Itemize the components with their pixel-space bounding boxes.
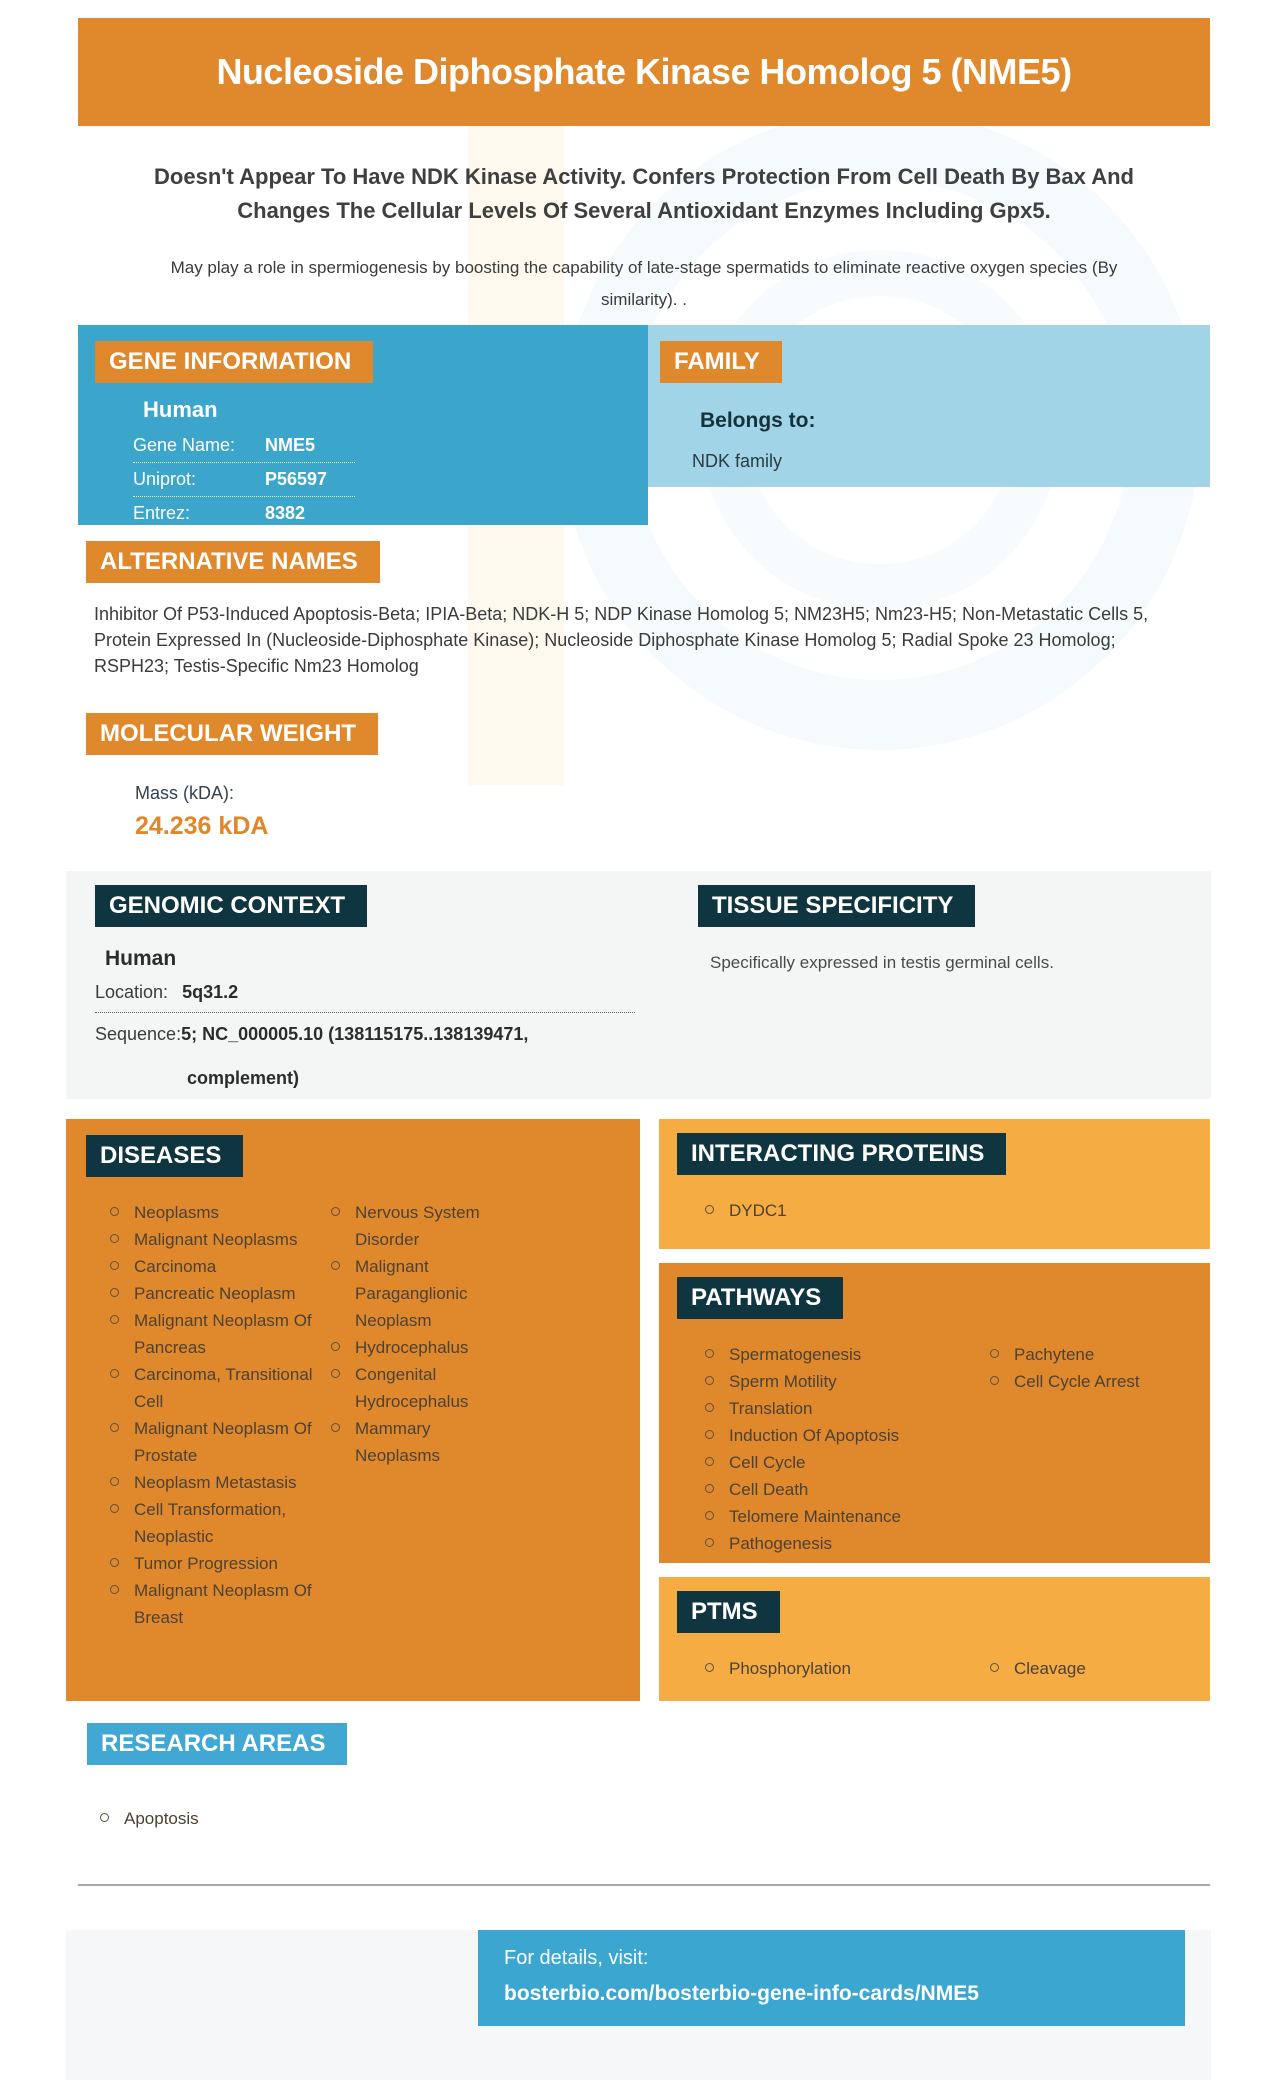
research-areas-heading: RESEARCH AREAS — [87, 1723, 347, 1765]
list-item — [110, 1577, 331, 1631]
alternative-names-section — [78, 541, 1210, 679]
list-item-label: Malignant Paraganglionic Neoplasm — [355, 1257, 468, 1331]
list-item — [705, 1395, 990, 1422]
table-row — [133, 462, 355, 496]
list-item-label: Malignant Neoplasm Of Pancreas — [134, 1311, 312, 1358]
bullet-icon — [110, 1585, 119, 1594]
bullet-icon — [331, 1369, 340, 1378]
mass-label: Mass (kDA): — [135, 783, 234, 804]
gene-name-label: Gene Name: — [133, 434, 236, 455]
gene-information-table — [133, 429, 355, 530]
sequence-value-continued: complement) — [187, 1068, 300, 1089]
bullet-icon — [705, 1663, 714, 1672]
bullet-icon — [705, 1403, 714, 1412]
bullet-icon — [705, 1484, 714, 1493]
interacting-proteins-list — [705, 1197, 1210, 1224]
list-item — [990, 1368, 1190, 1395]
list-item — [331, 1199, 517, 1253]
research-areas-list — [100, 1805, 1210, 1832]
list-item — [705, 1655, 990, 1682]
bullet-icon — [110, 1288, 119, 1297]
location-label: Location: — [95, 982, 169, 1003]
list-item-label: Pachytene — [1014, 1345, 1095, 1365]
list-item-label: Hydrocephalus — [355, 1338, 469, 1358]
sequence-row — [95, 1013, 635, 1054]
list-item-label: Cell Death — [729, 1480, 809, 1500]
pathways-column-2 — [990, 1341, 1190, 1557]
list-item — [110, 1361, 331, 1415]
gene-species-label: Human — [143, 396, 218, 422]
page-title: Nucleoside Diphosphate Kinase Homolog 5 (NME5) — [216, 51, 1072, 93]
list-item-label: Malignant Neoplasms — [134, 1230, 298, 1250]
list-item — [705, 1422, 990, 1449]
list-item — [705, 1503, 990, 1530]
bullet-icon — [110, 1423, 119, 1432]
footer-url-link[interactable]: bosterbio.com/bosterbio-gene-info-cards/NME5 — [504, 1982, 979, 2006]
footer-link-box — [478, 1930, 1185, 2026]
bullet-icon — [110, 1558, 119, 1567]
list-item — [110, 1253, 331, 1280]
title-banner — [78, 18, 1210, 126]
diseases-box — [66, 1119, 640, 1701]
list-item — [990, 1341, 1190, 1368]
mass-value: 24.236 kDA — [135, 812, 269, 841]
sequence-value: 5; NC_000005.10 (138115175..138139471, — [181, 1024, 529, 1045]
bullet-icon — [705, 1511, 714, 1520]
genomic-context-heading: GENOMIC CONTEXT — [95, 885, 367, 927]
bullet-icon — [705, 1205, 714, 1214]
summary-headline: Doesn't Appear To Have NDK Kinase Activity. Confers Protection From Cell Death By Bax And Changes The Cellular Levels Of Several Antioxidant Enzymes Including Gpx5. — [154, 164, 1134, 224]
molecular-weight-heading: MOLECULAR WEIGHT — [86, 713, 378, 755]
bullet-icon — [705, 1376, 714, 1385]
research-areas-section — [78, 1723, 1210, 1832]
list-item — [110, 1496, 331, 1550]
sequence-label: Sequence: — [95, 1024, 182, 1045]
pathways-box — [659, 1263, 1210, 1563]
genomic-tissue-section — [66, 871, 1211, 1099]
list-item-label: Carcinoma, Transitional Cell — [134, 1365, 313, 1412]
diseases-pathways-row — [66, 1119, 1222, 1701]
list-item — [331, 1253, 517, 1334]
alternative-names-text: Inhibitor Of P53-Induced Apoptosis-Beta; IPIA-Beta; NDK-H 5; NDP Kinase Homolog 5; NM23H5; Nm23-H5; Non-Metastatic Cells 5, Protein Expressed In (Nucleoside-Diphosphate Kinase); Nucleoside Diphosphate Kinase Homolog 5; Radial Spoke 23 Homolog; RSPH23; Testis-Specific Nm23 Homolog — [94, 603, 1149, 676]
list-item-label: Spermatogenesis — [729, 1345, 862, 1365]
list-item-label: Cleavage — [1014, 1659, 1086, 1679]
list-item — [705, 1449, 990, 1476]
bullet-icon — [110, 1369, 119, 1378]
gene-information-box — [78, 325, 648, 525]
bullet-icon — [990, 1349, 999, 1358]
diseases-column-1 — [110, 1199, 331, 1631]
bullet-icon — [331, 1207, 340, 1216]
list-item-label: Cell Transformation, Neoplastic — [134, 1500, 287, 1547]
ptms-heading: PTMS — [677, 1591, 780, 1633]
list-item — [110, 1415, 331, 1469]
footer-divider — [78, 1884, 1210, 1886]
family-heading: FAMILY — [660, 341, 782, 383]
list-item-label: Neoplasms — [134, 1203, 220, 1223]
list-item-label: Sperm Motility — [729, 1372, 837, 1392]
family-value: NDK family — [692, 450, 783, 471]
bullet-icon — [705, 1538, 714, 1547]
ptms-columns — [677, 1655, 1210, 1682]
summary-description: May play a role in spermiogenesis by boosting the capability of late-stage spermatids to eliminate reactive oxygen species (By similarity). . — [170, 258, 1118, 310]
bullet-icon — [110, 1234, 119, 1243]
bullet-icon — [100, 1813, 109, 1822]
entrez-value: 8382 — [265, 502, 306, 523]
location-value: 5q31.2 — [182, 982, 239, 1003]
list-item — [110, 1469, 331, 1496]
list-item-label: Nervous System Disorder — [355, 1203, 480, 1250]
list-item-label: Cell Cycle — [729, 1453, 806, 1473]
list-item-label: Telomere Maintenance — [729, 1507, 901, 1527]
bullet-icon — [331, 1342, 340, 1351]
list-item-label: Malignant Neoplasm Of Prostate — [134, 1419, 312, 1466]
list-item — [331, 1334, 517, 1361]
bullet-icon — [110, 1207, 119, 1216]
interacting-proteins-box — [659, 1119, 1210, 1249]
gene-information-heading: GENE INFORMATION — [95, 341, 373, 383]
location-row — [95, 971, 635, 1013]
list-item-label: Malignant Neoplasm Of Breast — [134, 1581, 312, 1628]
list-item — [705, 1197, 1210, 1224]
list-item-label: Neoplasm Metastasis — [134, 1473, 297, 1493]
list-item-label: Phosphorylation — [729, 1659, 851, 1679]
list-item-label: Apoptosis — [124, 1809, 199, 1829]
list-item — [110, 1280, 331, 1307]
list-item-label: Mammary Neoplasms — [355, 1419, 441, 1466]
tissue-specificity-box — [698, 885, 1054, 1099]
list-item — [705, 1530, 990, 1557]
ptms-column-1 — [705, 1655, 990, 1682]
uniprot-label: Uniprot: — [133, 468, 197, 489]
list-item — [705, 1341, 990, 1368]
bullet-icon — [110, 1504, 119, 1513]
ptms-box — [659, 1577, 1210, 1701]
pathways-columns — [677, 1341, 1210, 1557]
footer-label: For details, visit: — [504, 1947, 649, 1970]
family-box — [648, 325, 1210, 487]
molecular-weight-section — [78, 713, 1210, 841]
tissue-specificity-heading: TISSUE SPECIFICITY — [698, 885, 975, 927]
gene-name-value: NME5 — [265, 434, 316, 455]
uniprot-value: P56597 — [265, 468, 328, 489]
list-item-label: Carcinoma — [134, 1257, 217, 1277]
entrez-label: Entrez: — [133, 502, 191, 523]
list-item-label: Cell Cycle Arrest — [1014, 1372, 1140, 1392]
list-item — [705, 1368, 990, 1395]
table-row — [133, 429, 355, 462]
bullet-icon — [331, 1261, 340, 1270]
genomic-species-label: Human — [105, 947, 177, 971]
table-row — [133, 496, 355, 530]
bullet-icon — [110, 1261, 119, 1270]
list-item-label: Congenital Hydrocephalus — [355, 1365, 469, 1412]
right-column — [659, 1119, 1210, 1701]
list-item-label: Tumor Progression — [134, 1554, 278, 1574]
list-item — [110, 1199, 331, 1226]
diseases-columns — [86, 1199, 640, 1631]
list-item — [110, 1226, 331, 1253]
diseases-column-2 — [331, 1199, 517, 1631]
bullet-icon — [705, 1430, 714, 1439]
list-item — [990, 1655, 1190, 1682]
bullet-icon — [110, 1477, 119, 1486]
list-item-label: DYDC1 — [729, 1201, 787, 1221]
alternative-names-heading: ALTERNATIVE NAMES — [86, 541, 380, 583]
bullet-icon — [990, 1376, 999, 1385]
list-item — [110, 1550, 331, 1577]
bullet-icon — [331, 1423, 340, 1432]
list-item-label: Pathogenesis — [729, 1534, 833, 1554]
bullet-icon — [705, 1349, 714, 1358]
list-item-label: Induction Of Apoptosis — [729, 1426, 900, 1446]
list-item-label: Pancreatic Neoplasm — [134, 1284, 296, 1304]
list-item — [705, 1476, 990, 1503]
tissue-specificity-text: Specifically expressed in testis germinal cells. — [710, 953, 1054, 973]
list-item — [331, 1415, 517, 1469]
pathways-column-1 — [705, 1341, 990, 1557]
bullet-icon — [990, 1663, 999, 1672]
bullet-icon — [110, 1315, 119, 1324]
diseases-heading: DISEASES — [86, 1135, 243, 1177]
pathways-heading: PATHWAYS — [677, 1277, 843, 1319]
interacting-proteins-heading: INTERACTING PROTEINS — [677, 1133, 1006, 1175]
footer — [66, 1930, 1211, 2080]
ptms-column-2 — [990, 1655, 1190, 1682]
list-item — [100, 1805, 1210, 1832]
list-item-label: Translation — [729, 1399, 813, 1419]
list-item — [331, 1361, 517, 1415]
list-item — [110, 1307, 331, 1361]
bullet-icon — [705, 1457, 714, 1466]
family-belongs-label: Belongs to: — [700, 408, 816, 432]
genomic-context-box — [95, 885, 635, 1099]
gene-family-row — [78, 325, 1210, 525]
